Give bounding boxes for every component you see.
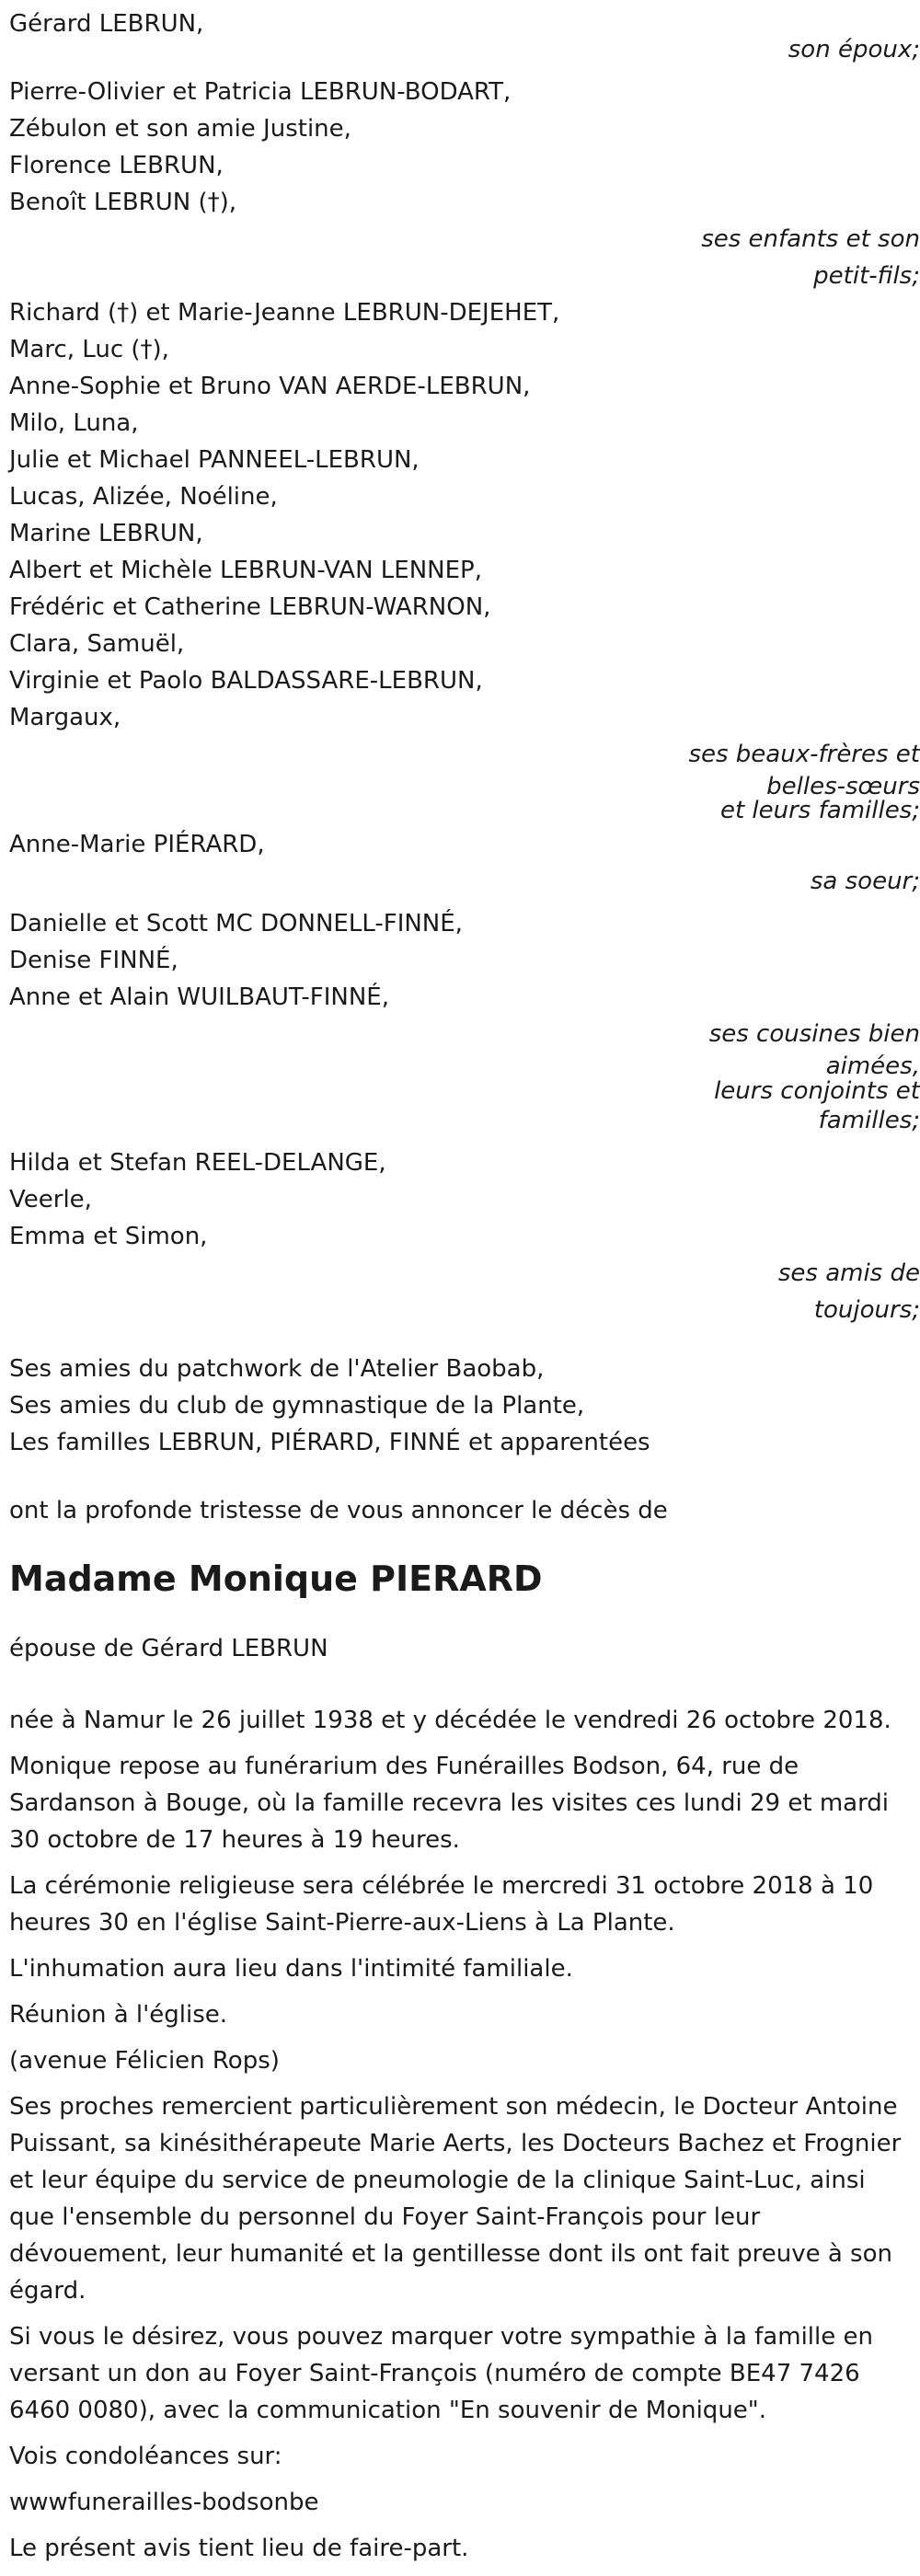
burial-paragraph: L'inhumation aura lieu dans l'intimité familiale. <box>9 1955 573 1983</box>
family-name: Anne et Alain WUILBAUT-FINNÉ, <box>9 983 390 1011</box>
family-name: Florence LEBRUN, <box>9 152 224 179</box>
relation-line: toujours; <box>813 1296 920 1324</box>
relation-line: petit-fils; <box>813 262 920 290</box>
funerarium-paragraph: Monique repose au funérarium des Funérailles Bodson, 64, rue de Sardanson à Bouge, où la famille recevra les visites ces lundi 29 et mardi 30 octobre de 17 heures à 19 heures. <box>9 1753 890 1854</box>
family-group-in-laws <box>9 294 920 824</box>
family-group-spouse <box>9 6 920 68</box>
family-name: Zébulon et son amie Justine, <box>9 115 351 143</box>
family-name: Clara, Samuël, <box>9 630 185 658</box>
family-name: Ses amies du patchwork de l'Atelier Baobab, <box>9 1355 545 1383</box>
relation-label <box>672 1255 920 1328</box>
relation-label <box>672 31 920 68</box>
relation-label <box>672 221 920 294</box>
family-name: Milo, Luna, <box>9 409 139 437</box>
relation-line: ses cousines bien <box>708 1020 920 1048</box>
family-group-cousins <box>9 905 920 1139</box>
family-name: Marine LEBRUN, <box>9 520 203 547</box>
relation-line: leurs conjoints et <box>714 1077 920 1105</box>
family-name: Emma et Simon, <box>9 1223 208 1250</box>
obituary-content <box>9 6 920 2576</box>
relation-line: aimées, <box>825 1052 920 1080</box>
family-name: Benoît LEBRUN (†), <box>9 189 237 216</box>
family-name: Anne-Sophie et Bruno VAN AERDE-LEBRUN, <box>9 373 531 400</box>
condolences-website: wwwfunerailles-bodsonbe <box>9 2489 319 2516</box>
family-group-associations <box>9 1351 911 1461</box>
family-name: Hilda et Stefan REEL-DELANGE, <box>9 1149 386 1177</box>
spouse-line: épouse de Gérard LEBRUN <box>9 1635 328 1662</box>
relation-line: ses beaux-frères et <box>688 741 920 768</box>
family-name: Danielle et Scott MC DONNELL-FINNÉ, <box>9 910 463 937</box>
family-name: Albert et Michèle LEBRUN-VAN LENNEP, <box>9 557 482 584</box>
closing-notice: Le présent avis tient lieu de faire-part. <box>9 2535 469 2562</box>
family-name: Gérard LEBRUN, <box>9 10 204 38</box>
family-group-children <box>9 74 920 294</box>
family-name: Margaux, <box>9 704 121 731</box>
family-name: Veerle, <box>9 1186 92 1213</box>
family-group-sister <box>9 826 920 900</box>
relation-line: son époux; <box>788 36 920 63</box>
relation-line: ses amis de <box>777 1259 920 1287</box>
family-name: Marc, Luc (†), <box>9 336 169 363</box>
announcement-text: ont la profonde tristesse de vous annoncer le décès de <box>9 1497 668 1524</box>
relation-label <box>672 863 920 900</box>
address-paragraph: (avenue Félicien Rops) <box>9 2047 280 2075</box>
relation-line: belles-sœurs <box>766 773 920 800</box>
relation-line: familles; <box>818 1107 920 1134</box>
family-name: Les familles LEBRUN, PIÉRARD, FINNÉ et apparentées <box>9 1429 650 1456</box>
family-name: Richard (†) et Marie-Jeanne LEBRUN-DEJEHET, <box>9 299 560 327</box>
obituary-details <box>9 1702 911 2567</box>
family-name: Denise FINNÉ, <box>9 947 178 974</box>
donation-paragraph: Si vous le désirez, vous pouvez marquer votre sympathie à la famille en versant un don au Foyer Saint-François (numéro de compte BE47 7426 6460 0080), avec la communication "En souvenir de Monique". <box>9 2323 873 2424</box>
family-name: Virginie et Paolo BALDASSARE-LEBRUN, <box>9 667 483 695</box>
relation-label <box>672 1016 920 1139</box>
family-name: Ses amies du club de gymnastique de la Plante, <box>9 1392 585 1420</box>
family-name: Anne-Marie PIÉRARD, <box>9 831 265 858</box>
relation-line: ses enfants et son <box>701 225 920 253</box>
deceased-name: Madame Monique PIERARD <box>9 1558 543 1599</box>
relation-line: et leurs familles; <box>719 797 920 824</box>
ceremony-paragraph: La cérémonie religieuse sera célébrée le mercredi 31 octobre 2018 à 10 heures 30 en l'église Saint-Pierre-aux-Liens à La Plante. <box>9 1872 874 1937</box>
thanks-paragraph: Ses proches remercient particulièrement son médecin, le Docteur Antoine Puissant, sa kinésithérapeute Marie Aerts, les Docteurs Bachez et Frognier et leur équipe du service de pneumologie de la clinique Saint-Luc, ainsi que l'ensemble du personnel du Foyer Saint-François pour leur dévouement, leur humanité et la gentillesse dont ils ont fait preuve à son égard. <box>9 2093 902 2305</box>
family-group-friends <box>9 1144 920 1328</box>
relation-line: sa soeur; <box>810 868 920 895</box>
reunion-paragraph: Réunion à l'église. <box>9 2001 228 2029</box>
family-name: Frédéric et Catherine LEBRUN-WARNON, <box>9 593 491 621</box>
family-name: Julie et Michael PANNEEL-LEBRUN, <box>9 446 420 474</box>
family-name: Lucas, Alizée, Noéline, <box>9 483 278 511</box>
family-name: Pierre-Olivier et Patricia LEBRUN-BODART, <box>9 78 512 106</box>
birth-death-paragraph: née à Namur le 26 juillet 1938 et y décédée le vendredi 26 octobre 2018. <box>9 1707 891 1734</box>
condolences-label: Vois condoléances sur: <box>9 2443 282 2470</box>
relation-label <box>672 736 920 824</box>
